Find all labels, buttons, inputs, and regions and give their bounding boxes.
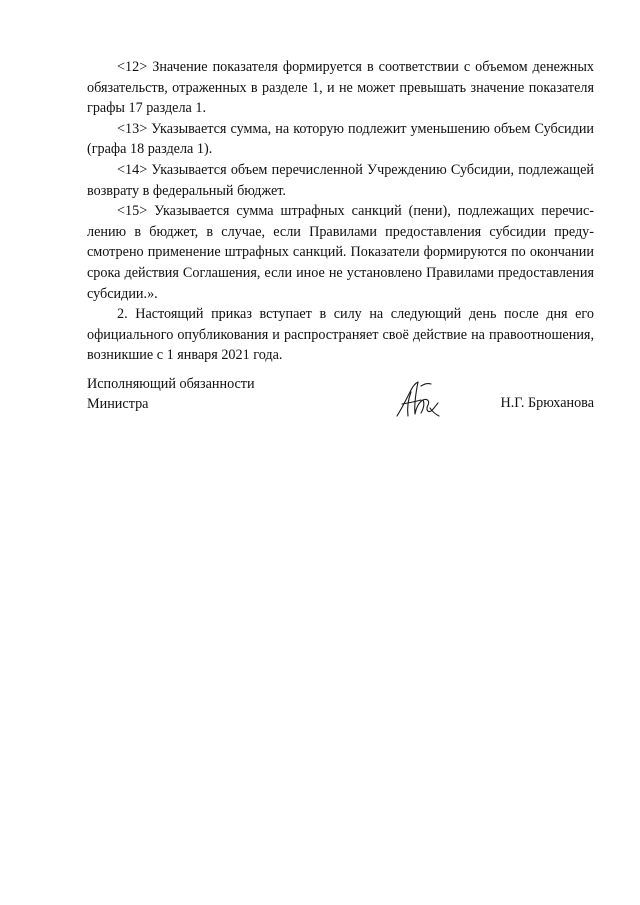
footnote-14: <14> Указывается объем перечисленной Учреждению Субсидии, подлежащей возврату в федеральный бюджет.: [87, 161, 594, 199]
signer-title-line-2: Министра: [87, 396, 149, 412]
signer-title-line-1: Исполняющий обязанности: [87, 376, 255, 392]
order-clause-2: 2. Настоящий приказ вступает в силу на следующий день после дня его официального опубликования и распространяет своё действие на правоотношения, возникшие с 1 января 2021 года.: [87, 306, 594, 364]
document-body: [87, 57, 594, 366]
footnote-13: <13> Указывается сумма, на которую подлежит уменьшению объем Субсидии (графа 18 раздела 1).: [87, 120, 594, 158]
footnote-15: <15> Указывается сумма штрафных санкций (пени), подлежащих перечислению в бюджет, в случае, если Правилами предоставления субсидии предусмотрено применение штрафных санкций. Показатели формируются по окончании срока действия Соглашения, если иное не установлено Правилами предоставления субсидии.».: [87, 203, 594, 302]
handwritten-signature-icon: [394, 378, 444, 420]
signer-title: [87, 374, 307, 414]
signer-name: Н.Г. Брюханова: [500, 395, 594, 411]
footnote-12: <12> Значение показателя формируется в соответствии с объемом денежных обязательств, отраженных в разделе 1, и не может превышать значение показателя графы 17 раздела 1.: [87, 59, 594, 117]
signature-block: [87, 374, 594, 424]
